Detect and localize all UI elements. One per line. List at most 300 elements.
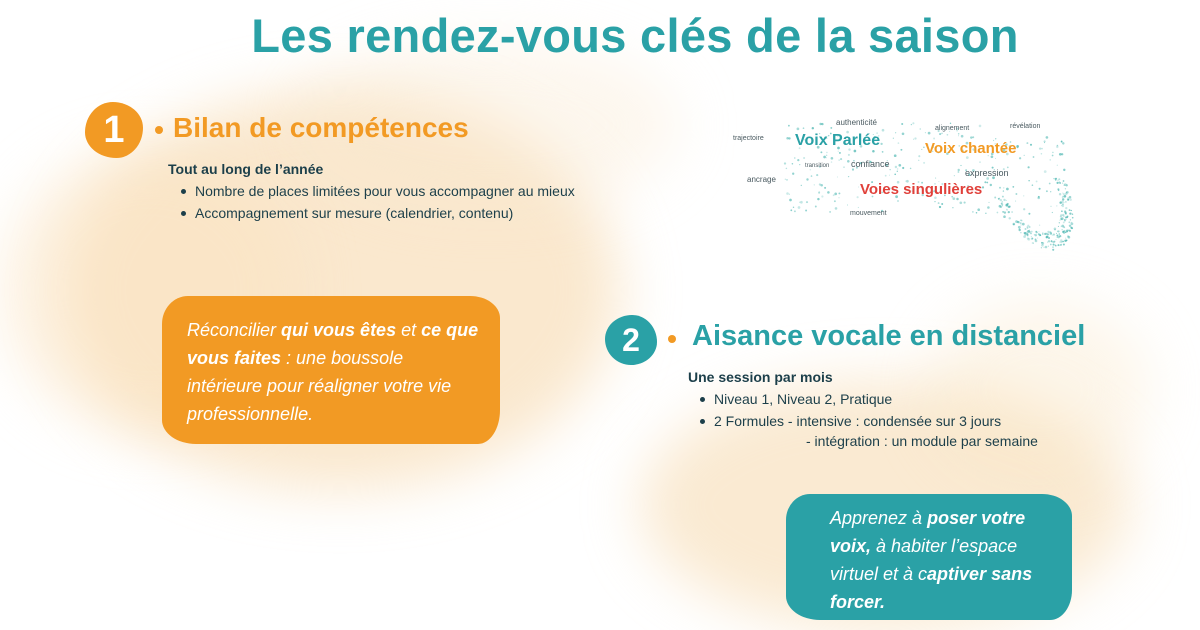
swirl-dot xyxy=(1061,241,1062,242)
swirl-dot xyxy=(1065,238,1066,239)
swirl-dot xyxy=(1069,225,1071,227)
swirl-dot xyxy=(958,135,959,136)
swirl-dot xyxy=(797,159,799,161)
swirl-dot xyxy=(1063,184,1065,186)
swirl-dot xyxy=(894,154,897,157)
swirl-dot xyxy=(1018,229,1020,231)
swirl-dot xyxy=(1065,207,1067,209)
swirl-dot xyxy=(1002,205,1003,206)
swirl-dot xyxy=(1054,227,1057,230)
quote-text: à habiter l’espace virtuel et à c xyxy=(830,536,1018,584)
swirl-dot xyxy=(794,157,795,158)
swirl-dot xyxy=(928,132,931,135)
swirl-dot xyxy=(1046,236,1048,238)
swirl-dot xyxy=(1034,234,1035,235)
swirl-dot xyxy=(890,169,891,170)
swirl-dot xyxy=(1003,215,1006,218)
swirl-dot xyxy=(897,168,899,170)
swirl-dot xyxy=(895,132,896,133)
swirl-dot xyxy=(786,137,789,140)
swirl-dot xyxy=(957,171,959,173)
swirl-dot xyxy=(1065,184,1067,186)
swirl-dot xyxy=(1012,186,1014,188)
swirl-dot xyxy=(1041,148,1043,150)
swirl-dot xyxy=(1063,193,1065,195)
swirl-dot xyxy=(1006,188,1009,191)
word-ancrage: ancrage xyxy=(747,175,776,184)
swirl-dot xyxy=(1065,188,1066,189)
swirl-dot xyxy=(786,168,788,170)
swirl-dot xyxy=(1059,241,1061,243)
quote-emphasis: ce que vous faites xyxy=(187,320,479,368)
swirl-dot xyxy=(830,127,832,129)
swirl-dot xyxy=(880,143,882,145)
quote-text: Réconcilier xyxy=(187,320,282,340)
swirl-dot xyxy=(958,133,960,135)
swirl-dot xyxy=(1008,211,1010,213)
swirl-dot xyxy=(1006,209,1007,210)
swirl-dot xyxy=(1022,223,1025,226)
swirl-dot xyxy=(882,129,885,132)
swirl-dot xyxy=(857,196,859,198)
section-2-quote-bubble xyxy=(786,494,1072,620)
swirl-dot xyxy=(1065,239,1067,241)
swirl-dot xyxy=(1027,230,1030,233)
swirl-dot xyxy=(1064,195,1067,198)
swirl-dot xyxy=(1001,203,1003,205)
swirl-dot xyxy=(1042,233,1043,234)
swirl-dot xyxy=(792,173,794,175)
quote-emphasis: aptiver sans forcer. xyxy=(830,564,1033,612)
swirl-dot xyxy=(1053,178,1054,179)
swirl-dot xyxy=(1061,140,1062,141)
swirl-dot xyxy=(1030,233,1032,235)
swirl-dot xyxy=(959,201,962,204)
swirl-dot xyxy=(1003,187,1004,188)
swirl-dot xyxy=(893,138,894,139)
swirl-dot xyxy=(1020,224,1021,225)
swirl-dot xyxy=(848,154,850,156)
swirl-dot xyxy=(823,156,826,159)
swirl-dot xyxy=(1031,236,1032,237)
swirl-dot xyxy=(806,201,808,203)
swirl-dot xyxy=(1046,136,1049,139)
swirl-dot xyxy=(793,207,794,208)
swirl-dot xyxy=(1066,216,1068,218)
swirl-dot xyxy=(858,186,859,187)
quote-text: Apprenez à xyxy=(830,508,928,528)
swirl-dot xyxy=(898,164,901,167)
swirl-dot xyxy=(1002,196,1004,198)
swirl-dot xyxy=(1061,219,1062,220)
swirl-dot xyxy=(1028,166,1030,168)
swirl-dot xyxy=(976,212,978,214)
swirl-dot xyxy=(1050,206,1051,207)
swirl-dot xyxy=(912,122,914,124)
swirl-dot xyxy=(1038,233,1040,235)
swirl-dot xyxy=(847,160,850,163)
swirl-dot xyxy=(1052,212,1053,213)
swirl-dot xyxy=(920,128,921,129)
swirl-dot xyxy=(999,187,1001,189)
swirl-dot xyxy=(1065,201,1067,203)
swirl-dot xyxy=(1071,222,1074,225)
swirl-dot xyxy=(1051,240,1052,241)
swirl-dot xyxy=(1058,230,1060,232)
swirl-dot xyxy=(1062,205,1064,207)
swirl-dot xyxy=(839,160,840,161)
swirl-dot xyxy=(964,202,966,204)
swirl-dot xyxy=(1041,153,1043,155)
quote-emphasis: qui vous êtes xyxy=(281,320,397,340)
swirl-dot xyxy=(1027,235,1028,236)
swirl-dot xyxy=(854,150,857,153)
swirl-dot xyxy=(1049,183,1051,185)
swirl-dot xyxy=(1004,211,1006,213)
swirl-dot xyxy=(1071,210,1072,211)
swirl-dot xyxy=(1045,233,1047,235)
word-transition: transition xyxy=(805,163,830,169)
swirl-dot xyxy=(1066,230,1068,232)
swirl-dot xyxy=(1046,190,1048,192)
swirl-dot xyxy=(923,162,925,164)
swirl-dot xyxy=(1062,232,1063,233)
swirl-dot xyxy=(999,197,1000,198)
swirl-dot xyxy=(1035,234,1037,236)
swirl-dot xyxy=(1056,233,1057,234)
swirl-dot xyxy=(1028,213,1030,215)
swirl-dot xyxy=(1063,221,1065,223)
swirl-dot xyxy=(1072,217,1074,219)
swirl-dot xyxy=(1013,224,1015,226)
swirl-dot xyxy=(1020,232,1021,233)
swirl-dot xyxy=(1020,220,1021,221)
section-2-number-badge: 2 xyxy=(605,315,657,365)
swirl-dot xyxy=(1060,216,1062,218)
quote-text: et xyxy=(396,320,422,340)
swirl-dot xyxy=(1062,229,1063,230)
quote-text: : une boussole intérieure pour réaligner votre vie professionnelle. xyxy=(187,348,452,424)
swirl-dot xyxy=(835,207,838,210)
swirl-dot xyxy=(882,151,884,153)
swirl-dot xyxy=(902,132,905,135)
swirl-dot xyxy=(824,187,826,189)
swirl-dot xyxy=(1054,241,1056,243)
swirl-dot xyxy=(1069,209,1071,211)
swirl-dot xyxy=(1060,239,1062,241)
word-cloud xyxy=(725,108,1105,268)
swirl-dot xyxy=(990,184,992,186)
bullet-dot xyxy=(668,335,676,343)
swirl-dot xyxy=(843,166,844,167)
swirl-dot xyxy=(1057,165,1058,166)
swirl-dot xyxy=(1047,234,1049,236)
swirl-dot xyxy=(812,127,814,129)
section-2-bullet-list xyxy=(694,388,1114,432)
swirl-dot xyxy=(1039,147,1041,149)
swirl-dot xyxy=(1030,144,1032,146)
page-title: Les rendez-vous clés de la saison xyxy=(251,9,1019,62)
swirl-dot xyxy=(960,165,961,166)
swirl-dot xyxy=(988,202,989,203)
swirl-dot xyxy=(1018,226,1021,229)
swirl-dot xyxy=(1055,239,1056,240)
swirl-dot xyxy=(831,157,834,160)
swirl-dot xyxy=(788,125,790,127)
swirl-dot xyxy=(1000,206,1002,208)
swirl-dot xyxy=(1032,184,1034,186)
swirl-dot xyxy=(885,175,887,177)
swirl-dot xyxy=(1039,225,1040,226)
swirl-dot xyxy=(956,198,959,201)
swirl-dot xyxy=(838,151,839,152)
word-trajectoire: trajectoire xyxy=(733,135,764,142)
word-expression: expression xyxy=(965,168,1009,178)
swirl-dot xyxy=(1059,153,1062,156)
swirl-dot xyxy=(1063,216,1065,218)
swirl-dot xyxy=(834,200,836,202)
swirl-dot xyxy=(834,193,837,196)
swirl-dot xyxy=(941,133,942,134)
swirl-dot xyxy=(1025,228,1027,230)
word-mouvement: mouvement xyxy=(850,210,887,217)
swirl-dot xyxy=(848,176,849,177)
swirl-dot xyxy=(1033,243,1034,244)
swirl-dot xyxy=(838,192,840,194)
swirl-dot xyxy=(821,195,823,197)
swirl-dot xyxy=(831,161,832,162)
swirl-dot xyxy=(838,197,839,198)
swirl-dot xyxy=(935,178,936,179)
swirl-dot xyxy=(816,174,818,176)
swirl-dot xyxy=(1026,233,1028,235)
swirl-dot xyxy=(1062,142,1064,144)
swirl-dot xyxy=(1035,238,1037,240)
swirl-dot xyxy=(972,211,974,213)
list-item: 2 Formules - intensive : condensée sur 3 jours xyxy=(694,410,1114,432)
swirl-dot xyxy=(820,151,822,153)
swirl-dot xyxy=(939,133,941,135)
swirl-dot xyxy=(914,137,916,139)
swirl-dot xyxy=(803,127,805,129)
swirl-dot xyxy=(1059,222,1060,223)
swirl-dot xyxy=(1052,155,1054,157)
swirl-dot xyxy=(1031,238,1033,240)
swirl-dot xyxy=(958,169,960,171)
swirl-dot xyxy=(1047,242,1048,243)
swirl-dot xyxy=(1019,157,1021,159)
swirl-dot xyxy=(786,179,787,180)
swirl-dot xyxy=(1008,206,1010,208)
swirl-dot xyxy=(1062,241,1064,243)
swirl-dot xyxy=(1057,145,1059,147)
list-item: Niveau 1, Niveau 2, Pratique xyxy=(694,388,1114,410)
swirl-dot xyxy=(947,134,949,136)
swirl-dot xyxy=(1058,226,1059,227)
swirl-dot xyxy=(1057,180,1058,181)
swirl-dot xyxy=(1044,170,1047,173)
swirl-dot xyxy=(810,169,811,170)
swirl-dot xyxy=(911,124,912,125)
swirl-dot xyxy=(1052,152,1054,154)
section-1-title: Bilan de compétences xyxy=(173,112,469,143)
swirl-dot xyxy=(995,158,996,159)
swirl-dot xyxy=(826,157,827,158)
swirl-dot xyxy=(1061,210,1063,212)
swirl-dot xyxy=(1003,199,1005,201)
swirl-dot xyxy=(1058,190,1060,192)
swirl-dot xyxy=(1057,235,1058,236)
swirl-dot xyxy=(784,162,786,164)
swirl-dot xyxy=(803,157,805,159)
swirl-dot xyxy=(858,207,859,208)
swirl-dot xyxy=(997,212,999,214)
quote-emphasis: poser votre voix, xyxy=(830,508,1026,556)
swirl-dot xyxy=(1065,219,1066,220)
swirl-dot xyxy=(1045,246,1048,249)
swirl-dot xyxy=(1020,222,1022,224)
swirl-dot xyxy=(805,210,807,212)
word-alignement: alignement xyxy=(935,125,970,132)
swirl-dot xyxy=(1052,246,1053,247)
swirl-dot xyxy=(1049,231,1051,233)
swirl-dot xyxy=(1063,169,1065,171)
swirl-dot xyxy=(817,198,819,200)
swirl-dot xyxy=(1063,231,1065,233)
swirl-dot xyxy=(1050,159,1051,160)
swirl-dot xyxy=(797,128,800,131)
swirl-dot xyxy=(837,177,838,178)
word-voix-chantee: Voix chantée xyxy=(925,140,1017,157)
swirl-dot xyxy=(918,155,920,157)
swirl-dot xyxy=(799,164,800,165)
swirl-dot xyxy=(789,199,792,202)
swirl-dot xyxy=(801,185,802,186)
swirl-dot xyxy=(1072,213,1073,214)
swirl-dot xyxy=(970,136,972,138)
swirl-dot xyxy=(1057,244,1059,246)
section-1-number-badge: 1 xyxy=(85,102,143,158)
swirl-dot xyxy=(889,175,890,176)
section-1-bullet-list xyxy=(175,180,575,224)
swirl-dot xyxy=(1000,199,1002,201)
swirl-dot xyxy=(1024,155,1025,156)
swirl-dot xyxy=(1026,142,1028,144)
swirl-dot xyxy=(1048,246,1049,247)
swirl-dot xyxy=(1002,201,1003,202)
swirl-dot xyxy=(1006,200,1007,201)
swirl-dot xyxy=(1063,243,1065,245)
swirl-dot xyxy=(786,192,789,195)
swirl-dot xyxy=(1061,225,1064,228)
swirl-dot xyxy=(1015,193,1017,195)
swirl-dot xyxy=(1011,211,1013,213)
swirl-dot xyxy=(1056,182,1058,184)
swirl-dot xyxy=(1064,230,1065,231)
swirl-dot xyxy=(1060,244,1062,246)
swirl-dot xyxy=(1050,244,1052,246)
swirl-dot xyxy=(790,209,792,211)
swirl-dot xyxy=(925,132,926,133)
swirl-dot xyxy=(897,171,898,172)
swirl-dot xyxy=(1059,193,1061,195)
swirl-dot xyxy=(1047,231,1049,233)
swirl-dot xyxy=(979,125,982,128)
word-authenticite: authenticité xyxy=(836,118,877,127)
swirl-dot xyxy=(1029,226,1031,228)
swirl-dot xyxy=(1058,178,1060,180)
swirl-dot xyxy=(811,175,813,177)
word-revelation: révélation xyxy=(1010,123,1041,130)
swirl-dot xyxy=(1063,180,1065,182)
swirl-dot xyxy=(1068,221,1070,223)
swirl-dot xyxy=(815,206,817,208)
swirl-dot xyxy=(1015,220,1018,223)
swirl-dot xyxy=(1027,225,1029,227)
swirl-dot xyxy=(798,206,801,209)
swirl-dot xyxy=(1016,145,1019,148)
swirl-dot xyxy=(1052,235,1053,236)
swirl-dot xyxy=(900,149,902,151)
swirl-dot xyxy=(939,206,941,208)
swirl-dot xyxy=(1003,190,1004,191)
swirl-dot xyxy=(1050,191,1051,192)
swirl-dot xyxy=(1039,231,1040,232)
swirl-dot xyxy=(1062,196,1063,197)
swirl-dot xyxy=(1069,212,1071,214)
swirl-dot xyxy=(806,178,808,180)
section-1-subtitle: Tout au long de l’année xyxy=(168,161,324,177)
swirl-dot xyxy=(950,123,951,124)
swirl-dot xyxy=(1053,234,1055,236)
word-voies-singulieres: Voies singulières xyxy=(860,181,983,198)
swirl-dot xyxy=(1069,196,1072,199)
swirl-dot xyxy=(785,179,786,180)
word-confiance: confiance xyxy=(851,159,890,169)
swirl-dot xyxy=(827,191,830,194)
swirl-dot xyxy=(1033,156,1035,158)
list-item: Nombre de places limitées pour vous accompagner au mieux xyxy=(175,180,575,202)
swirl-dot xyxy=(1057,236,1059,238)
swirl-dot xyxy=(1037,197,1040,200)
swirl-dot xyxy=(895,166,897,168)
swirl-dot xyxy=(984,181,986,183)
swirl-dot xyxy=(918,160,919,161)
swirl-dot xyxy=(839,152,841,154)
swirl-dot xyxy=(833,194,835,196)
swirl-dot xyxy=(1071,227,1073,229)
swirl-dot xyxy=(898,142,900,144)
swirl-dot xyxy=(847,205,848,206)
swirl-dot xyxy=(910,168,912,170)
swirl-dot xyxy=(829,211,831,213)
swirl-dot xyxy=(1055,244,1057,246)
swirl-dot xyxy=(814,184,815,185)
swirl-dot xyxy=(1037,238,1038,239)
swirl-dot xyxy=(1059,182,1061,184)
swirl-dot xyxy=(952,207,953,208)
swirl-dot xyxy=(1048,237,1050,239)
swirl-dot xyxy=(1024,232,1026,235)
bullet-continuation: - intégration : un module par semaine xyxy=(806,433,1038,449)
swirl-dot xyxy=(1002,211,1004,213)
section-2-subtitle: Une session par mois xyxy=(688,369,833,385)
swirl-dot xyxy=(826,152,827,153)
swirl-dot xyxy=(934,201,935,202)
list-item: Accompagnement sur mesure (calendrier, contenu) xyxy=(175,202,575,224)
swirl-dot xyxy=(987,206,990,209)
swirl-dot xyxy=(1035,231,1037,233)
